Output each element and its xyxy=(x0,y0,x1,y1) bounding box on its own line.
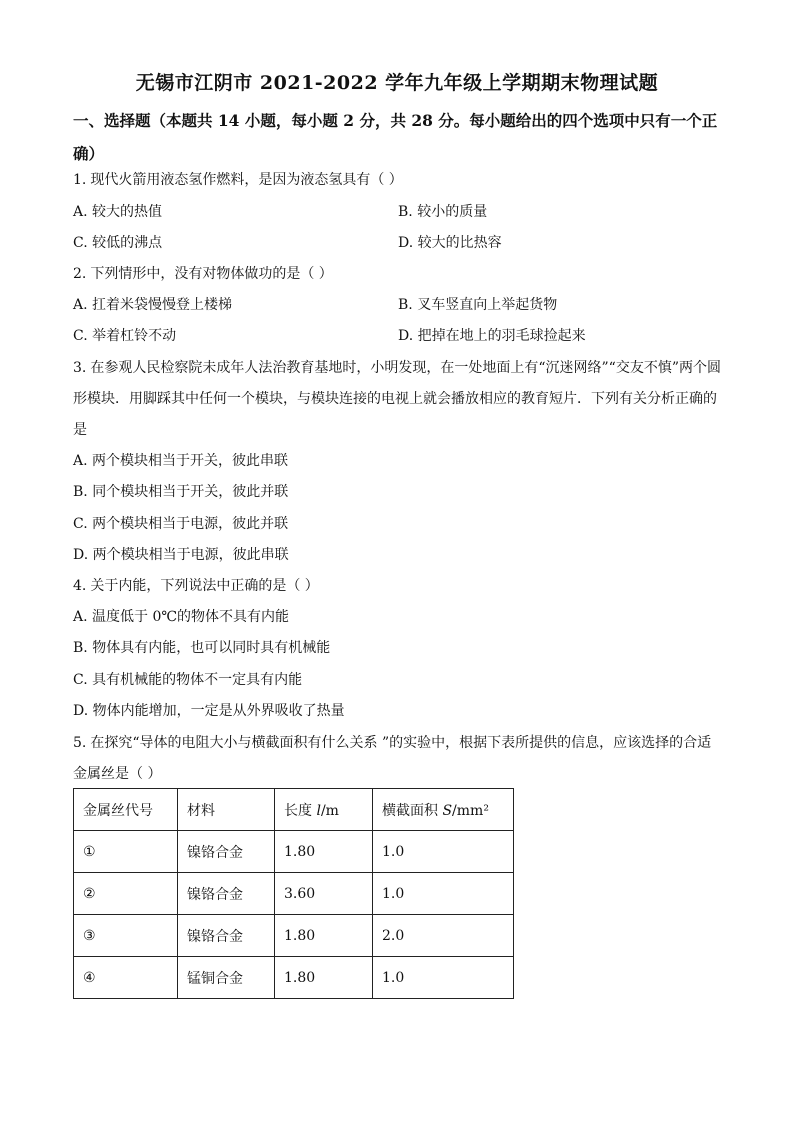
header-area xyxy=(373,789,514,831)
question-text: 关于内能，下列说法中正确的是（ ） xyxy=(90,578,319,594)
header-code: 金属丝代号 xyxy=(74,789,178,831)
q4-option-a: A. 温度低于 0℃的物体不具有内能 xyxy=(73,609,290,625)
cell-material: 镍铬合金 xyxy=(178,915,275,957)
question-number: 2. xyxy=(73,266,87,282)
table-row xyxy=(74,915,514,957)
question-text: 在参观人民检察院未成年人法治教育基地时，小明发现，在一处地面上有“沉迷网络”“交友不慎”两个圆 xyxy=(90,360,721,376)
wire-table xyxy=(73,788,514,999)
cell-code: ② xyxy=(74,873,178,915)
question-number: 5. xyxy=(73,735,87,751)
cell-length: 3.60 xyxy=(275,873,373,915)
q2-option-b: B. 叉车竖直向上举起货物 xyxy=(398,297,558,313)
table-row xyxy=(74,873,514,915)
cell-code: ③ xyxy=(74,915,178,957)
q1-option-d: D. 较大的比热容 xyxy=(398,235,502,251)
question-3-stem-line-3: 是 xyxy=(73,422,87,438)
question-2-stem xyxy=(73,264,333,284)
q1-option-c: C. 较低的沸点 xyxy=(73,235,163,251)
question-3-stem xyxy=(73,358,721,378)
cell-area: 2.0 xyxy=(373,915,514,957)
cell-length: 1.80 xyxy=(275,915,373,957)
question-number: 1. xyxy=(73,172,87,188)
q2-option-a: A. 扛着米袋慢慢登上楼梯 xyxy=(73,297,233,313)
header-length-label: 长度 xyxy=(284,802,317,819)
q4-option-c: C. 具有机械能的物体不一定具有内能 xyxy=(73,672,303,688)
table-header-row xyxy=(74,789,514,831)
cell-length: 1.80 xyxy=(275,831,373,873)
question-1-stem xyxy=(73,170,403,190)
q2-option-c: C. 举着杠铃不动 xyxy=(73,328,177,344)
cell-code: ① xyxy=(74,831,178,873)
q4-option-d: D. 物体内能增加，一定是从外界吸收了热量 xyxy=(73,703,345,719)
q3-option-a: A. 两个模块相当于开关，彼此串联 xyxy=(73,453,289,469)
cell-material: 镍铬合金 xyxy=(178,831,275,873)
header-material: 材料 xyxy=(178,789,275,831)
question-text: 在探究“导体的电阻大小与横截面积有什么关系 ”的实验中，根据下表所提供的信息，应该选择的合适 xyxy=(90,735,712,751)
table-row xyxy=(74,831,514,873)
header-length xyxy=(275,789,373,831)
q3-option-c: C. 两个模块相当于电源，彼此并联 xyxy=(73,516,289,532)
question-3-stem-line-2: 形模块．用脚踩其中任何一个模块，与模块连接的电视上就会播放相应的教育短片．下列有关分析正确的 xyxy=(73,391,717,407)
question-5-stem-line-2: 金属丝是（ ） xyxy=(73,766,162,782)
cell-code: ④ xyxy=(74,957,178,999)
question-number: 4. xyxy=(73,578,87,594)
header-area-label: 横截面积 xyxy=(382,802,443,819)
question-4-stem xyxy=(73,576,319,596)
cell-material: 锰铜合金 xyxy=(178,957,275,999)
page-title: 无锡市江阴市 2021-2022 学年九年级上学期期末物理试题 xyxy=(135,72,659,94)
cell-area: 1.0 xyxy=(373,873,514,915)
q3-option-b: B. 同个模块相当于开关，彼此并联 xyxy=(73,484,289,500)
cell-area: 1.0 xyxy=(373,957,514,999)
header-length-unit: /m xyxy=(320,802,339,819)
header-length-symbol: l xyxy=(316,802,321,819)
q4-option-b: B. 物体具有内能，也可以同时具有机械能 xyxy=(73,640,331,656)
q2-option-d: D. 把掉在地上的羽毛球捡起来 xyxy=(398,328,586,344)
header-area-unit: /mm² xyxy=(452,802,489,819)
cell-length: 1.80 xyxy=(275,957,373,999)
cell-area: 1.0 xyxy=(373,831,514,873)
table-row xyxy=(74,957,514,999)
q1-option-a: A. 较大的热值 xyxy=(73,204,163,220)
q3-option-d: D. 两个模块相当于电源，彼此串联 xyxy=(73,547,289,563)
header-area-symbol: S xyxy=(442,802,453,819)
question-text: 下列情形中，没有对物体做功的是（ ） xyxy=(90,266,333,282)
question-5-stem xyxy=(73,733,711,753)
q1-option-b: B. 较小的质量 xyxy=(398,204,488,220)
question-text: 现代火箭用液态氢作燃料，是因为液态氢具有（ ） xyxy=(90,172,403,188)
section-heading: 一、选择题（本题共 14 小题，每小题 2 分，共 28 分。每小题给出的四个选项中只有一个正确） xyxy=(73,111,718,163)
question-number: 3. xyxy=(73,360,87,376)
cell-material: 镍铬合金 xyxy=(178,873,275,915)
